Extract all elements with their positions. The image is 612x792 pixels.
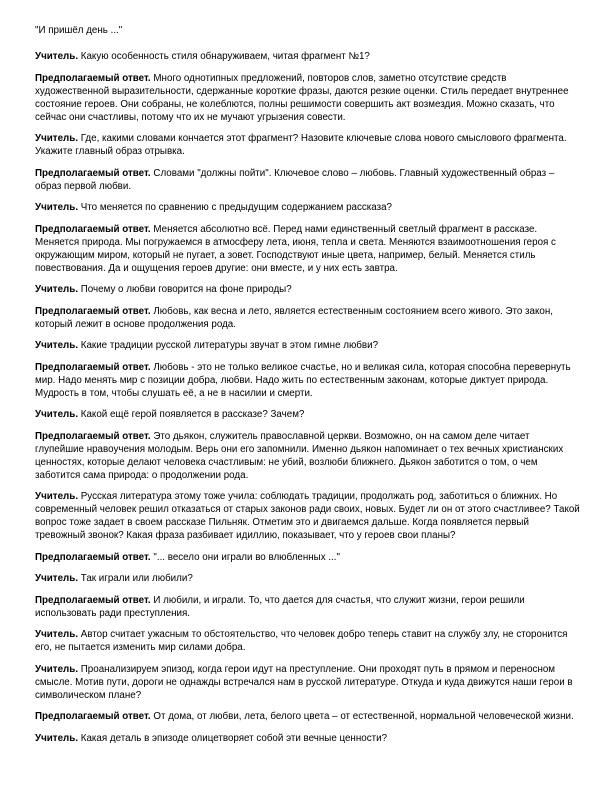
speaker-label: Предполагаемый ответ	[35, 72, 148, 84]
speaker-separator: .	[147, 305, 151, 317]
speaker-label: Предполагаемый ответ	[35, 711, 148, 722]
speaker-label: Учитель	[35, 629, 76, 640]
speaker-label: Предполагаемый ответ	[35, 430, 148, 442]
speaker-separator: .	[75, 284, 79, 295]
speaker-separator: .	[75, 133, 79, 144]
speaker-separator: .	[75, 663, 79, 675]
paragraph-text: Много однотипных предложений, повторов слов, заметно отсутствие средств художественной выразительности, сдержанные короткие фразы, даются резкие оценки. Стиль передает внутреннее состояние героев. Они собраны, не колеблются, полны решимости совершить акт возмездия. Можно сказать, что сейчас они счастливы, потому что их не мучают угрызения совести.	[35, 72, 569, 123]
paragraph-text: Какие традиции русской литературы звучат в этом гимне любви?	[78, 340, 379, 351]
speaker-label: Предполагаемый ответ	[35, 223, 148, 235]
paragraph-text: Почему о любви говорится на фоне природы?	[78, 284, 292, 295]
speaker-label: Учитель	[35, 491, 76, 502]
paragraph-text: Какую особенность стиля обнаруживаем, читая фрагмент №1?	[78, 51, 370, 62]
paragraph-text: Какой ещё герой появляется в рассказе? Зачем?	[78, 409, 305, 420]
dialogue-paragraph	[35, 710, 580, 723]
speaker-label: Предполагаемый ответ	[35, 305, 148, 317]
speaker-label: Предполагаемый ответ	[35, 551, 148, 563]
paragraph-text: Любовь - это не только великое счастье, но и великая сила, которая способна перевернуть мир. Надо менять мир с позиции добра, любви. Надо жить по естественным законам, которые диктует природа. Мудрость в том, чтобы слушать её, а не в насилии и смерти.	[35, 361, 571, 399]
paragraph-text: Где, какими словами кончается этот фрагмент? Назовите ключевые слова нового смыслового фрагмента. Укажите главный образ отрывка.	[35, 133, 567, 157]
paragraph-text: И любили, и играли. То, что дается для счастья, что служит жизни, герои решили использовать ради преступления.	[35, 594, 525, 619]
speaker-separator: .	[147, 711, 151, 722]
dialogue-paragraph	[35, 572, 580, 585]
paragraph-text: Любовь, как весна и лето, является естественным состоянием всего живого. Это закон, который лежит в основе продолжения рода.	[35, 305, 553, 330]
speaker-separator: .	[147, 223, 151, 235]
dialogue-paragraph	[35, 339, 580, 352]
speaker-separator: .	[147, 430, 151, 442]
paragraph-text: Автор считает ужасным то обстоятельство, что человек добро теперь ставит на службу злу, не сторонится его, не пытается изменить мир силами добра.	[35, 629, 568, 653]
speaker-label: Учитель	[35, 409, 76, 420]
speaker-separator: .	[147, 167, 151, 179]
speaker-separator: .	[75, 409, 79, 420]
speaker-separator: .	[75, 202, 79, 213]
paragraph-text: Словами "должны пойти". Ключевое слово – любовь. Главный художественный образ – образ первой любви.	[35, 167, 555, 192]
dialogue-paragraph	[35, 628, 580, 654]
paragraph-text: "... весело они играли во влюбленных ..."	[150, 551, 340, 563]
speaker-label: Учитель	[35, 51, 76, 62]
speaker-label: Учитель	[35, 663, 76, 675]
speaker-label: Учитель	[35, 573, 76, 584]
speaker-label: Учитель	[35, 133, 76, 144]
speaker-separator: .	[75, 491, 79, 502]
speaker-label: Предполагаемый ответ	[35, 594, 148, 606]
paragraph-text: Что меняется по сравнению с предыдущим содержанием рассказа?	[78, 202, 392, 213]
dialogue-paragraph	[35, 594, 580, 620]
speaker-separator: .	[147, 72, 151, 84]
speaker-separator: .	[147, 594, 151, 606]
dialogue-paragraph	[35, 167, 580, 193]
dialogue-paragraph	[35, 430, 580, 482]
speaker-label: Учитель	[35, 340, 76, 351]
speaker-separator: .	[75, 51, 79, 62]
dialogue-paragraph	[35, 132, 580, 158]
paragraph-text: Так играли или любили?	[78, 573, 193, 584]
paragraph-text: Это дьякон, служитель православной церкви. Возможно, он на самом деле читает глупейшие нравоучения молодым. Верь они его запомнили. Именно дьякон напоминает о тех вечных христианских ценностях, которые делают человека счастливым: не убий, возлюби ближнего. Дьякон заботится о том, о чем заботится сама природа: о продолжении рода.	[35, 430, 564, 481]
dialogue-paragraph	[35, 201, 580, 214]
speaker-label: Учитель	[35, 284, 76, 295]
dialogue-paragraph	[35, 663, 580, 702]
dialogue-paragraph	[35, 551, 580, 564]
speaker-separator: .	[75, 629, 79, 640]
speaker-separator: .	[75, 340, 79, 351]
paragraph-text: Какая деталь в эпизоде олицетворяет собой эти вечные ценности?	[78, 732, 388, 744]
dialogue-body	[35, 50, 580, 745]
paragraph-text: Проанализируем эпизод, когда герои идут на преступление. Они проходят путь в прямом и переносном смысле. Мотив пути, дороги не однажды встречался нам в русской литературе. Откуда и куда движутся наши герои в символическом плане?	[35, 663, 573, 701]
dialogue-paragraph	[35, 490, 580, 542]
speaker-separator: .	[75, 573, 79, 584]
document-heading: "И пришёл день ..."	[35, 25, 123, 36]
dialogue-paragraph	[35, 72, 580, 124]
dialogue-paragraph	[35, 732, 580, 745]
speaker-separator: .	[75, 732, 79, 744]
dialogue-paragraph	[35, 50, 580, 63]
dialogue-paragraph	[35, 305, 580, 331]
paragraph-text: Меняется абсолютно всё. Перед нами единственный светлый фрагмент в рассказе. Меняется природа. Мы погружаемся в атмосферу лета, июня, тепла и света. Меняются взаимоотношения героя с окружающим миром, который не пугает, а зовет. Господствуют иные цвета, например, белый. Меняется стиль повествования. Да и ощущения героев другие: они вместе, и у них есть завтра.	[35, 223, 556, 274]
paragraph-text: Русская литература этому тоже учила: соблюдать традиции, продолжать род, заботиться о ближних. Но современный человек решил отказаться от старых законов ради своих, новых. Будет ли он от этого счастливее? Такой вопрос тоже задает в своем рассказе Пильняк. Отметим это и двигаемся дальше. Когда появляется первый тревожный звонок? Какая фраза разбивает идиллию, показывает, что у героев свои планы?	[35, 491, 580, 541]
dialogue-paragraph	[35, 408, 580, 421]
dialogue-paragraph	[35, 223, 580, 275]
speaker-separator: .	[147, 361, 151, 373]
dialogue-paragraph	[35, 361, 580, 400]
paragraph-text: От дома, от любви, лета, белого цвета – от естественной, нормальной человеческой жизни.	[150, 711, 574, 722]
document-page	[35, 24, 580, 753]
speaker-label: Учитель	[35, 732, 76, 744]
speaker-label: Предполагаемый ответ	[35, 361, 148, 373]
speaker-separator: .	[147, 551, 151, 563]
speaker-label: Учитель	[35, 202, 76, 213]
dialogue-paragraph	[35, 283, 580, 296]
speaker-label: Предполагаемый ответ	[35, 167, 148, 179]
